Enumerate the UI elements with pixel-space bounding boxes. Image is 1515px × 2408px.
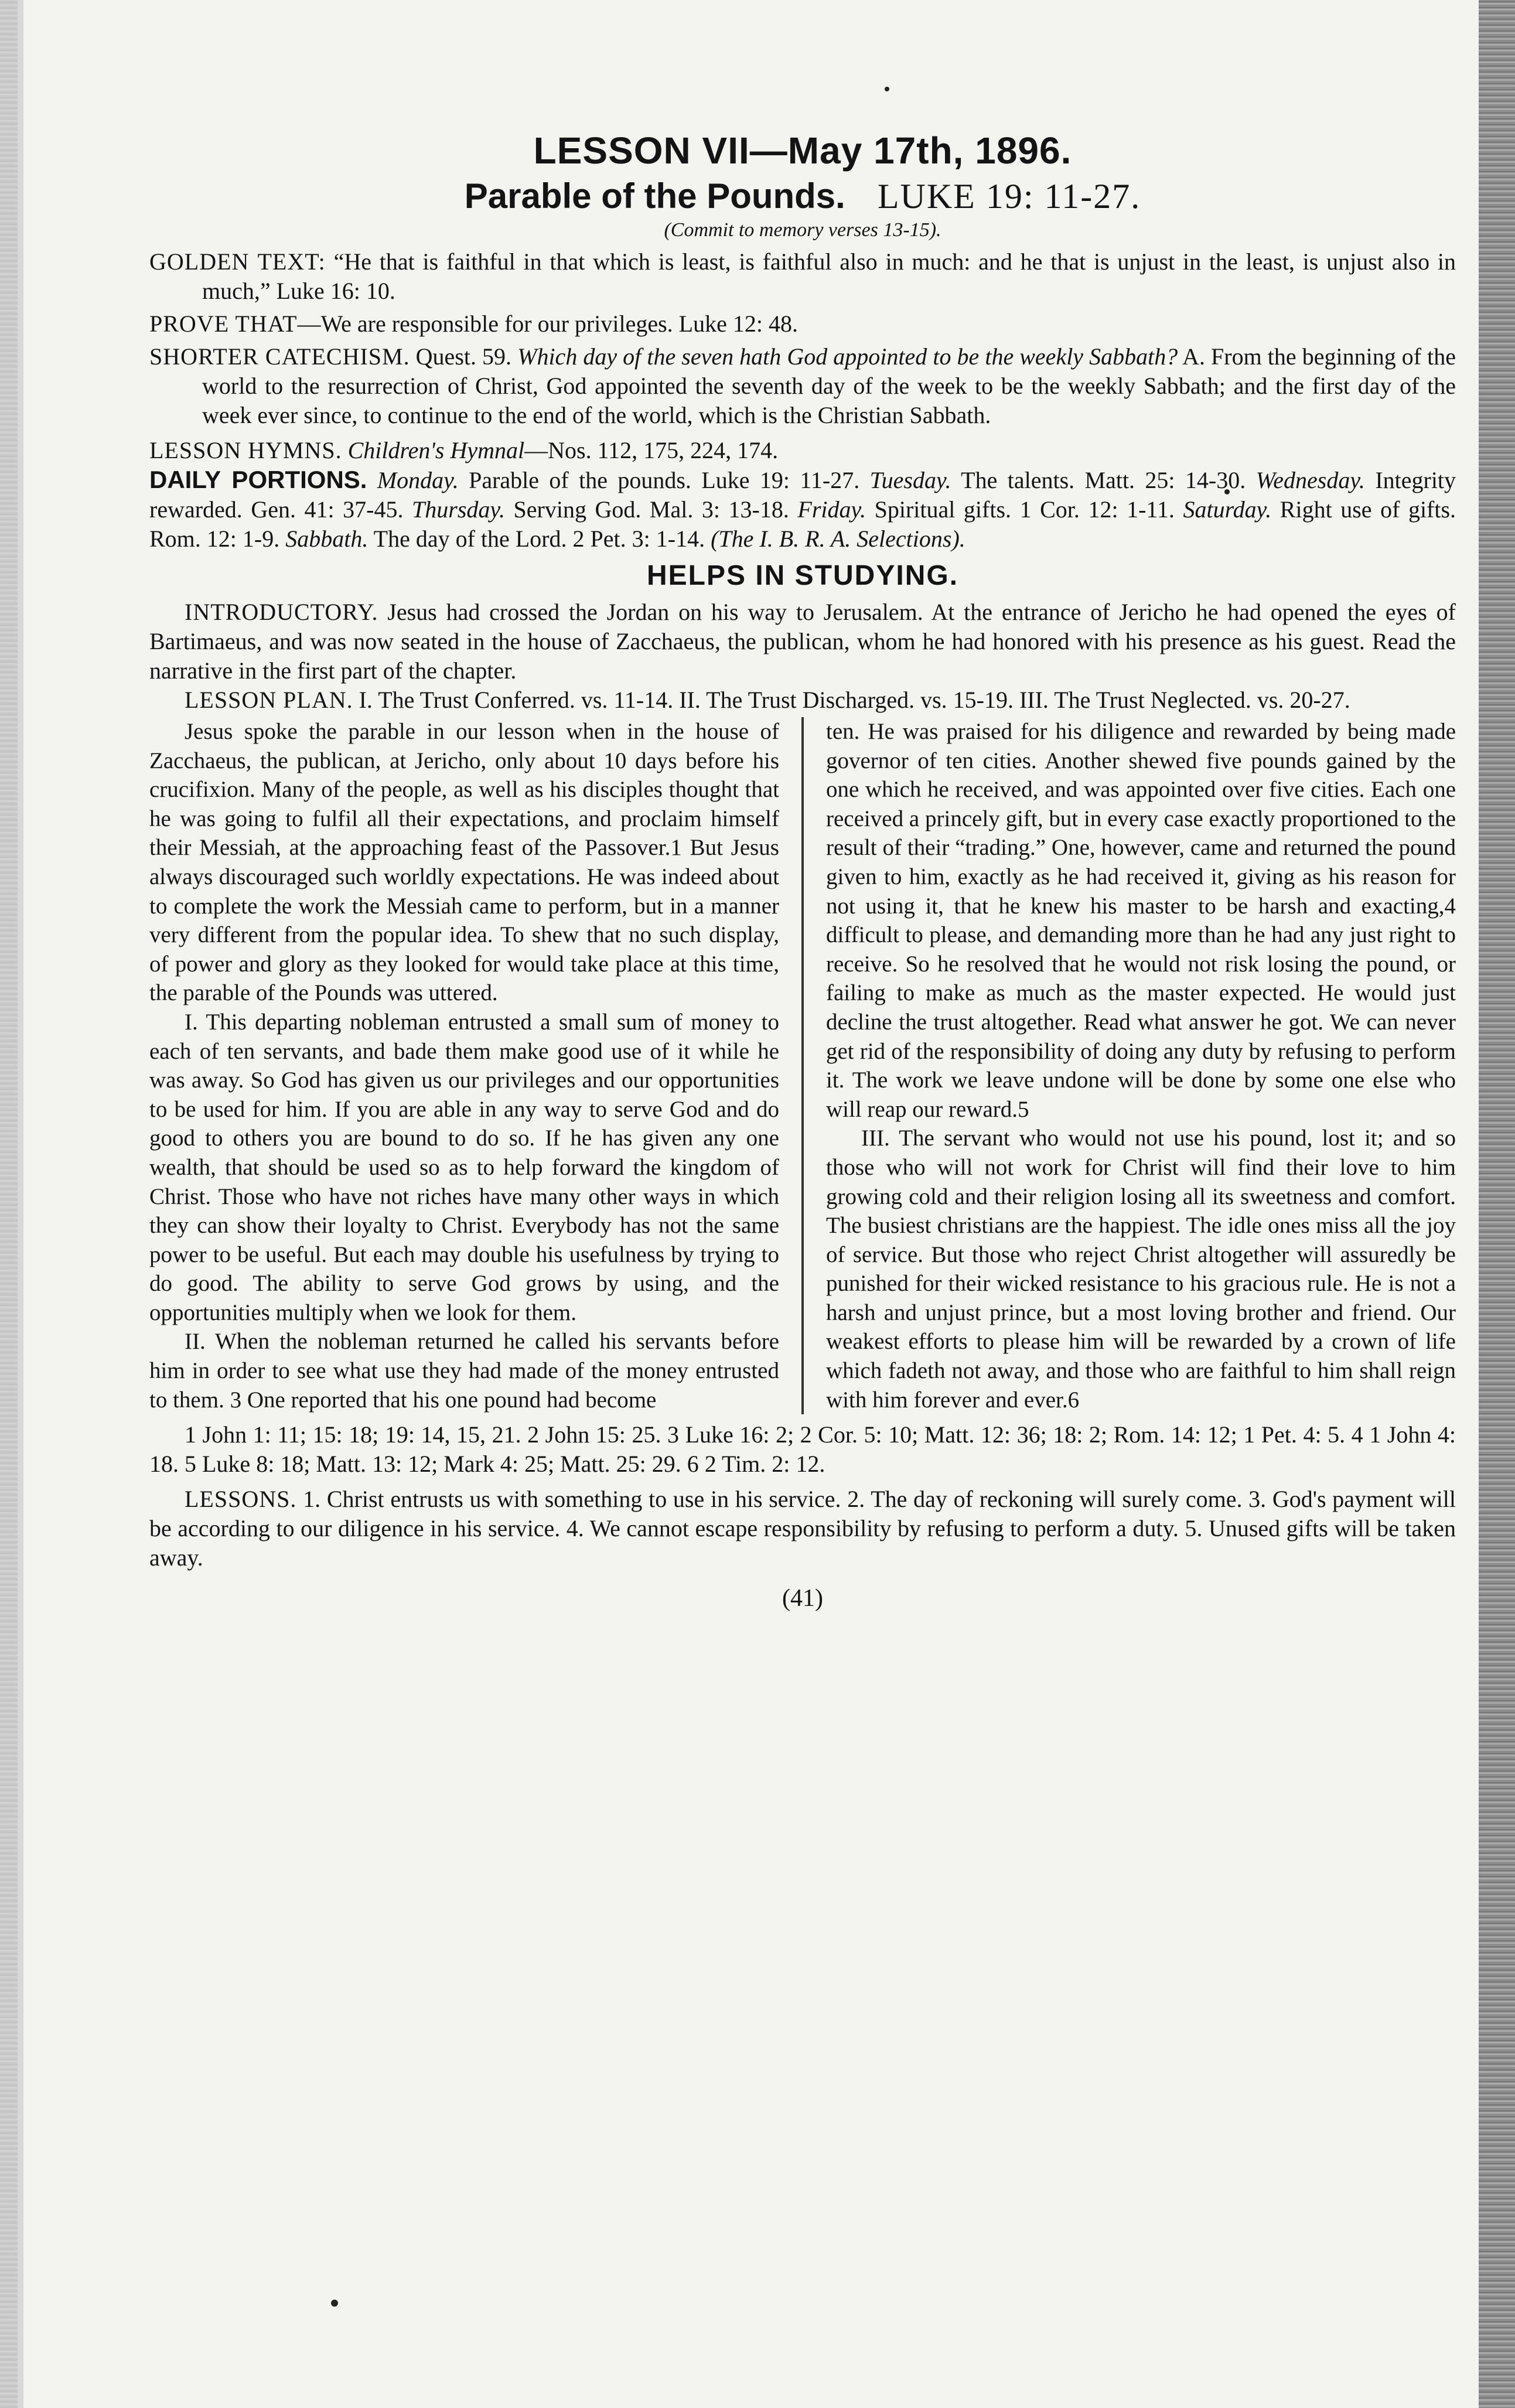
lessons-label: LESSONS.: [185, 1486, 297, 1513]
prove-that-label: PROVE THAT: [149, 311, 298, 337]
daily-day-monday: Monday.: [377, 467, 459, 493]
daily-day-friday: Friday.: [797, 496, 866, 523]
daily-reading-sabbath: The day of the Lord. 2 Pet. 3: 1-14.: [373, 526, 705, 552]
body-paragraph: Jesus spoke the parable in our lesson when in the house of Zacchaeus, the publican, at Jericho, only about 10 days before his crucifixion. Many of the people, as well as his disciples thought that he was going to fulfil all their expectations, and proclaim himself their Messiah, at the approaching feast of the Passover.1 But Jesus always discouraged such worldly expectations. He was indeed about to complete the work the Messiah came to perform, but in a manner very different from the popular idea. To shew that no such display, of power and glory as they looked for would take place at this time, the parable of the Pounds was uttered.: [149, 719, 779, 1006]
lesson-content: [149, 117, 1456, 1612]
footnotes: 1 John 1: 11; 15: 18; 19: 14, 15, 21. 2 John 15: 25. 3 Luke 16: 2; 2 Cor. 5: 10; Matt. 12: 36; 18: 2; Rom. 14: 12; 1 Pet. 4: 5. 4 1 John 4: 18. 5 Luke 8: 18; Matt. 13: 12; Mark 4: 25; Matt. 25: 29. 6 2 Tim. 2: 12.: [149, 1421, 1456, 1478]
column-divider: [801, 717, 804, 1414]
left-column: [149, 717, 779, 1414]
daily-day-sabbath: Sabbath.: [285, 526, 368, 552]
catechism-question: Which day of the seven hath God appointed to be the weekly Sabbath?: [517, 343, 1178, 370]
daily-day-wednesday: Wednesday.: [1255, 467, 1365, 493]
ink-speck: [885, 87, 889, 91]
daily-day-thursday: Thursday.: [412, 496, 505, 523]
daily-portions-heading: DAILY PORTIONS.: [149, 466, 367, 493]
hymns-label: LESSON HYMNS.: [149, 437, 342, 463]
lessons: [149, 1485, 1456, 1573]
golden-text-body: “He that is faithful in that which is least, is faithful also in much: and he that is unjust in the least, is unjust also in much,” Luke 16: 10.: [202, 248, 1456, 304]
prove-that-body: —We are responsible for our privileges. Luke 12: 48.: [297, 311, 798, 337]
daily-reading-friday: Spiritual gifts. 1 Cor. 12: 1-11.: [874, 496, 1175, 523]
body-paragraph: I. This departing nobleman entrusted a small sum of money to each of ten servants, and bade them make good use of it while he was away. So God has given us our privileges and our opportunities to be used for him. If you are able in any way to serve God and do good to others you are bound to do so. If he has given any one wealth, that should be used so as to help forward the kingdom of Christ. Those who have not riches have many other ways in which they can show their loyalty to Christ. Everybody has not the same power to be useful. But each may double his usefulness by trying to do good. The ability to serve God grows by using, and the opportunities multiply when we look for them.: [149, 1009, 779, 1325]
right-column: [826, 717, 1456, 1414]
hymnal-name: Children's Hymnal: [347, 437, 525, 463]
body-columns: [149, 717, 1456, 1414]
body-paragraph: II. When the nobleman returned he called his servants before him in order to see what use they had made of the money entrusted to them. 3 One reported that his one pound had become: [149, 1329, 779, 1413]
daily-reading-thursday: Serving God. Mal. 3: 13-18.: [513, 496, 789, 523]
lessons-text: 1. Christ entrusts us with something to use in his service. 2. The day of reckoning will surely come. 3. God's payment will be according to our diligence in his service. 4. We cannot escape responsibility by refusing to perform a duty. 5. Unused gifts will be taken away.: [149, 1486, 1456, 1571]
daily-day-saturday: Saturday.: [1183, 496, 1272, 523]
scan-right-edge: [1479, 0, 1515, 2408]
lesson-title: LESSON VII—May 17th, 1896.: [533, 129, 1072, 172]
introductory-text: Jesus had crossed the Jordan on his way to Jerusalem. At the entrance of Jericho he had opened the eyes of Bartimaeus, and was now seated in the house of Zacchaeus, the publican, whom he had honored with his presence as his guest. Read the narrative in the first part of the chapter.: [149, 599, 1456, 684]
hymn-numbers: —Nos. 112, 175, 224, 174.: [524, 437, 779, 463]
catechism-label: SHORTER CATECHISM.: [149, 343, 410, 370]
introductory: [149, 598, 1456, 685]
lesson-header: [149, 129, 1456, 241]
catechism-question-number: Quest. 59.: [415, 343, 512, 370]
helps-heading: HELPS IN STUDYING.: [646, 560, 959, 591]
lesson-plan-text: I. The Trust Conferred. vs. 11-14. II. The Trust Discharged. vs. 15-19. III. The Trust Neglected. vs. 20-27.: [359, 687, 1350, 713]
document-page: [23, 0, 1479, 2408]
lesson-hymns: [149, 436, 1456, 465]
daily-reading-tuesday: The talents. Matt. 25: 14-30.: [961, 467, 1246, 493]
body-paragraph: ten. He was praised for his diligence and rewarded by being made governor of ten cities. Another shewed five pounds gained by the one which he received, and was appointed over five cities. Each one received a princely gift, but in every case exactly proportioned to the result of their “trading.” One, however, came and returned the pound given to him, exactly as he had received it, giving as his reason for not using it, that he knew his master to be harsh and exacting,4 difficult to please, and demanding more than he had any just right to receive. So he resolved that he would not risk losing the pound, or failing to make as much as the master expected. He would just decline the trust altogether. Read what answer he got. We can never get rid of the responsibility of doing any duty by refusing to perform it. The work we leave undone will be done by some one else who will reap our reward.5: [826, 719, 1456, 1122]
scan-left-edge: [0, 0, 18, 2408]
lesson-plan: [149, 685, 1456, 715]
parable-title: Parable of the Pounds.: [464, 176, 845, 216]
daily-reading-monday: Parable of the pounds. Luke 19: 11-27.: [469, 467, 860, 493]
scripture-reference: LUKE 19: 11-27.: [877, 177, 1141, 216]
golden-text-label: GOLDEN TEXT:: [149, 248, 326, 275]
shorter-catechism: [149, 342, 1456, 430]
daily-reading-saturday: Right use of gifts. Rom. 12: 1-9.: [149, 496, 1456, 552]
memory-note: (Commit to memory verses 13-15).: [664, 219, 941, 241]
lesson-plan-label: LESSON PLAN.: [185, 687, 353, 713]
catechism-answer: A. From the beginning of the world to the resurrection of Christ, God appointed the seventh day of the week to be the weekly Sabbath; and the first day of the week ever since, to continue to the end of the world, which is the Christian Sabbath.: [202, 343, 1456, 428]
lesson-subtitle: [149, 176, 1456, 217]
daily-portions-source: (The I. B. R. A. Selections).: [711, 526, 965, 552]
prove-that: [149, 309, 1456, 339]
golden-text: [149, 247, 1456, 306]
daily-reading-wednesday: Integrity rewarded. Gen. 41: 37-45.: [149, 467, 1456, 523]
daily-day-tuesday: Tuesday.: [869, 467, 951, 493]
introductory-label: INTRODUCTORY.: [185, 599, 378, 625]
ink-speck: [331, 2300, 338, 2307]
daily-portions: [149, 465, 1456, 554]
page-number: (41): [782, 1585, 823, 1612]
body-paragraph: III. The servant who would not use his pound, lost it; and so those who will not work for Christ will find their love to him growing cold and their religion losing all its sweetness and comfort. The busiest christians are the happiest. The idle ones miss all the joy of service. But those who reject Christ altogether will assuredly be punished for their wicked resistance to his gracious rule. He is not a harsh and unjust prince, but a most loving brother and friend. Our weakest efforts to please him will be rewarded by a crown of life which fadeth not away, and those who are faithful to him shall reign with him forever and ever.6: [826, 1125, 1456, 1413]
